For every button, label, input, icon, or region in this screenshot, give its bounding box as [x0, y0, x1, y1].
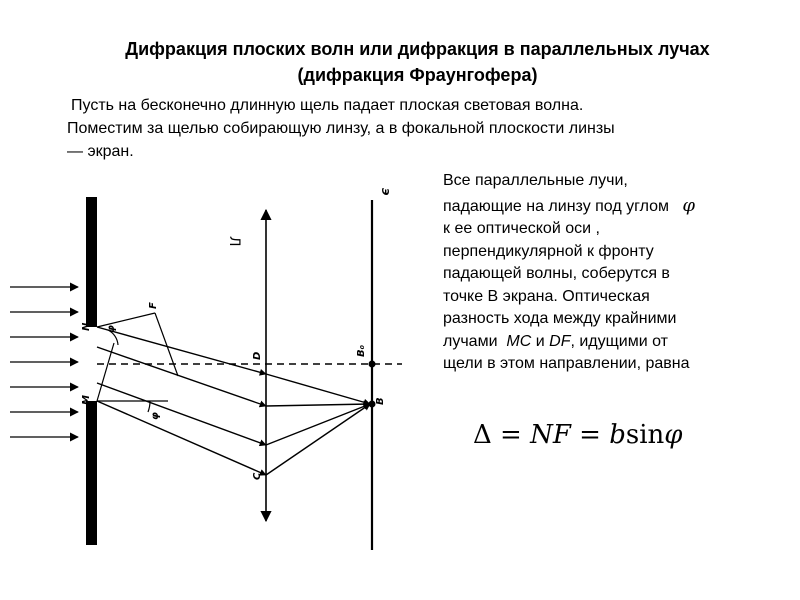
title-line-1: Дифракция плоских волн или дифракция в параллельных лучах	[125, 39, 710, 59]
description-line: разность хода между крайними	[443, 310, 677, 327]
screen-label: Э	[379, 188, 390, 196]
slit-wall-top	[86, 197, 97, 327]
intro-line-1: Пусть на бесконечно длинную щель падает плоская световая волна.	[71, 97, 584, 114]
slit-wall-bottom	[86, 401, 97, 545]
angle-phi-bottom: φ	[150, 412, 161, 420]
label-B: B	[375, 397, 386, 405]
description-line: щели в этом направлении, равна	[443, 355, 690, 372]
intro-line-3: — экран.	[67, 143, 134, 160]
description-line: перпендикулярной к фронту	[443, 242, 654, 260]
title-line-2: (дифракция Фраунгофера)	[297, 65, 538, 85]
description-line: точке В экрана. Оптическая	[443, 287, 650, 305]
label-N: N	[81, 322, 92, 331]
label-C: C	[252, 472, 263, 480]
label-M: M	[81, 395, 92, 405]
incident-wave-arrows	[10, 287, 78, 437]
label-B0: B₀	[356, 344, 367, 357]
description-line: к ее оптической оси ,	[443, 220, 600, 237]
description-line: падающей волны, соберутся в	[443, 265, 670, 282]
converging-rays	[266, 374, 370, 475]
description-line: падающие на линзу под углом φ	[443, 194, 695, 216]
description-line: лучами MC и DF, идущими от	[443, 332, 668, 350]
intro-line-2: Поместим за щелью собирающую линзу, а в фокальной плоскости линзы	[67, 120, 615, 137]
label-F: F	[148, 302, 159, 309]
lens-label: Л	[226, 236, 242, 247]
label-D: D	[252, 351, 263, 360]
description-line: Все параллельные лучи,	[443, 172, 628, 189]
phi-symbol: φ	[682, 194, 695, 216]
path-difference-formula: Δ = NF = bsinφ	[473, 420, 683, 450]
angle-phi-top: φ	[106, 325, 117, 333]
point-B0	[369, 361, 376, 368]
